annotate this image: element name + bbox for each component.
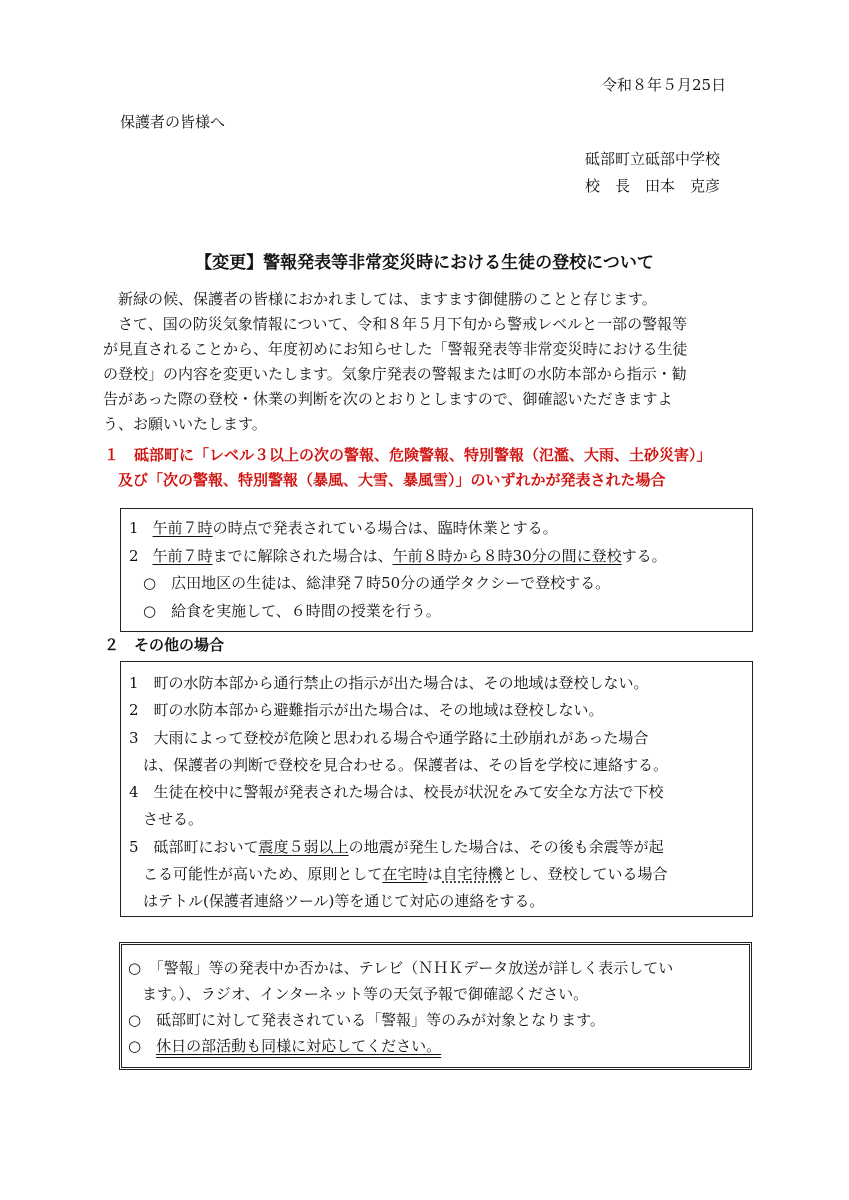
list-item: は、保護者の判断で登校を見合わせる。保護者は、その旨を学校に連絡する。	[143, 755, 669, 774]
list-item: 1 町の水防本部から通行禁止の指示が出た場合は、その地域は登校しない。	[129, 674, 649, 692]
intro-line: さて、国の防災気象情報について、令和８年５月下旬から警戒レベルと一部の警報等	[118, 315, 688, 333]
list-item: はテトル(保護者連絡ツール)等を通じて対応の連絡をする。	[143, 892, 545, 911]
list-item: こる可能性が高いため、原則として在宅時は自宅待機とし、登校している場合	[143, 865, 668, 884]
note-item: ○ 「警報」等の発表中か否かは、テレビ（ＮＨＫデータ放送が詳しく表示してい	[128, 959, 674, 977]
list-item: 2 町の水防本部から避難指示が出た場合は、その地域は登校しない。	[129, 701, 604, 720]
section1-heading-line2: 及び「次の警報、特別警報（暴風、大雪、暴風雪）」のいずれかが発表された場合	[118, 471, 666, 489]
intro-line: 告があった際の登校・休業の判断を次のとおりとしますので、御確認いただきますよ	[103, 390, 673, 408]
list-item: 3 大雨によって登校が危険と思われる場合や通学路に土砂崩れがあった場合	[129, 728, 649, 747]
document-title: 【変更】警報発表等非常変災時における生徒の登校について	[195, 253, 654, 273]
note-item: ○ 砥部町に対して発表されている「警報」等のみが対象となります。	[128, 1011, 605, 1029]
notes-box	[119, 942, 752, 1070]
note-item: ます。）、ラジオ、インターネット等の天気予報で御確認ください。	[142, 985, 589, 1003]
list-item: 4 生徒在校中に警報が発表された場合は、校長が状況をみて安全な方法で下校	[129, 783, 664, 802]
section2-heading: ２ その他の場合	[104, 636, 225, 654]
section1-heading-line1: １ 砥部町に「レベル３以上の次の警報、危険警報、特別警報（氾濫、大雨、土砂災害）」	[104, 446, 712, 464]
list-item: ○ 広田地区の生徒は、総津発７時50分の通学タクシーで登校する。	[143, 574, 611, 592]
section2-box	[120, 661, 753, 917]
intro-line: の登校」の内容を変更いたします。気象庁発表の警報または町の水防本部から指示・勧	[103, 365, 687, 383]
addressee: 保護者の皆様へ	[120, 113, 226, 131]
section1-heading	[104, 443, 712, 493]
note-item: ○ 休日の部活動も同様に対応してください。	[128, 1037, 442, 1055]
intro-line: 新緑の候、保護者の皆様におかれましては、ますます御健勝のことと存じます。	[118, 290, 657, 308]
intro-paragraph	[103, 287, 763, 437]
intro-line: う、お願いいたします。	[103, 415, 267, 433]
list-item: 2 午前７時までに解除された場合は、午前８時から８時30分の間に登校する。	[129, 546, 667, 565]
sender-principal: 校 長 田本 克彦	[585, 177, 721, 195]
sender-school: 砥部町立砥部中学校	[585, 150, 721, 168]
document-date: 令和８年５月25日	[602, 76, 727, 94]
list-item: 1 午前７時の時点で発表されている場合は、臨時休業とする。	[129, 519, 558, 537]
list-item: 5 砥部町において震度５弱以上の地震が発生した場合は、その後も余震等が起	[129, 837, 664, 856]
intro-line: が見直されることから、年度初めにお知らせした「警報発表等非常変災時における生徒	[103, 340, 688, 358]
list-item: させる。	[143, 810, 204, 829]
list-item: ○ 給食を実施して、６時間の授業を行う。	[143, 601, 441, 620]
section1-box	[120, 508, 753, 632]
